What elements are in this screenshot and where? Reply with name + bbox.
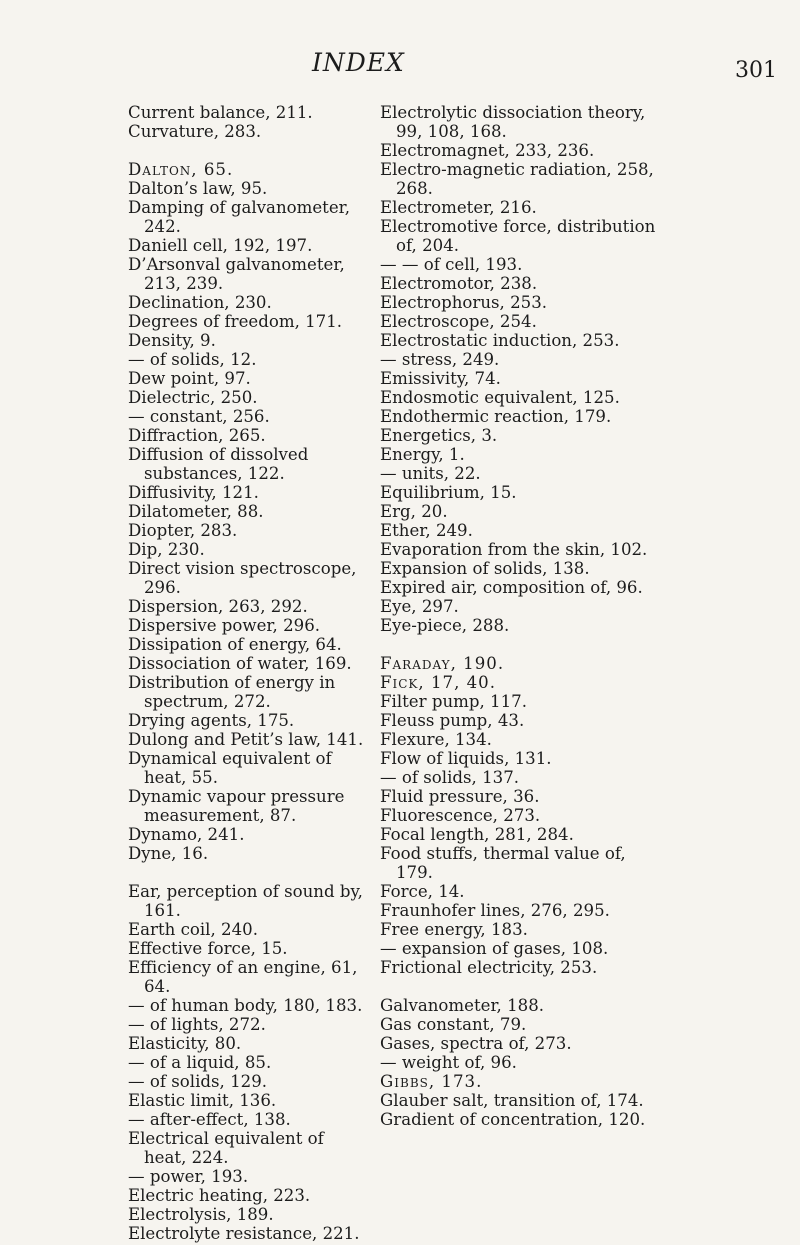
index-entry: Dynamo, 241. xyxy=(128,825,245,844)
index-entry: Eye-piece, 288. xyxy=(380,616,510,635)
index-entry: — power, 193. xyxy=(128,1167,249,1186)
index-entry: Fluid pressure, 36. xyxy=(380,787,540,806)
index-entry: — expansion of gases, 108. xyxy=(380,939,609,958)
index-column-left xyxy=(128,103,369,1243)
index-entry: Gas constant, 79. xyxy=(380,1015,527,1034)
index-entry: — units, 22. xyxy=(380,464,481,483)
index-entry: Degrees of freedom, 171. xyxy=(128,312,343,331)
page-number: 301 xyxy=(735,58,777,83)
index-entry: Endothermic reaction, 179. xyxy=(380,407,612,426)
index-entry: Gibbs, 173. xyxy=(380,1072,483,1091)
index-entry: Efficiency of an engine, 61, 64. xyxy=(128,958,363,996)
index-column-right xyxy=(380,103,660,1129)
index-entry: Food stuffs, thermal value of, 179. xyxy=(380,844,631,882)
index-entry: — of lights, 272. xyxy=(128,1015,266,1034)
index-entry: Dissipation of energy, 64. xyxy=(128,635,342,654)
index-entry: — of a liquid, 85. xyxy=(128,1053,272,1072)
index-entry: Ether, 249. xyxy=(380,521,473,540)
index-entry: Dielectric, 250. xyxy=(128,388,258,407)
index-entry: Distribution of energy in spectrum, 272. xyxy=(128,673,341,711)
index-entry: — of human body, 180, 183. xyxy=(128,996,363,1015)
index-entry: Ear, perception of sound by, 161. xyxy=(128,882,369,920)
index-entry: Curvature, 283. xyxy=(128,122,262,141)
index-entry: Direct vision spectroscope, 296. xyxy=(128,559,362,597)
index-entry: Fluorescence, 273. xyxy=(380,806,541,825)
index-entry: Electromagnet, 233, 236. xyxy=(380,141,595,160)
index-entry: Flexure, 134. xyxy=(380,730,492,749)
index-entry: Fick, 17, 40. xyxy=(380,673,497,692)
index-entry: Diffusion of dissolved substances, 122. xyxy=(128,445,314,483)
index-entry: Electrophorus, 253. xyxy=(380,293,548,312)
index-entry: Dynamical equivalent of heat, 55. xyxy=(128,749,337,787)
index-entry: Dip, 230. xyxy=(128,540,205,559)
index-entry: Dalton, 65. xyxy=(128,160,234,179)
index-entry: D’Arsonval galvanometer, 213, 239. xyxy=(128,255,351,293)
index-entry: Equilibrium, 15. xyxy=(380,483,517,502)
index-entry: Flow of liquids, 131. xyxy=(380,749,552,768)
index-entry: Force, 14. xyxy=(380,882,465,901)
index-entry: Earth coil, 240. xyxy=(128,920,258,939)
index-entry: Focal length, 281, 284. xyxy=(380,825,574,844)
index-entry: — — of cell, 193. xyxy=(380,255,523,274)
index-entry: Evaporation from the skin, 102. xyxy=(380,540,648,559)
running-title: INDEX xyxy=(312,48,405,77)
index-entry: Free energy, 183. xyxy=(380,920,528,939)
index-entry: Current balance, 211. xyxy=(128,103,313,122)
index-entry: — weight of, 96. xyxy=(380,1053,517,1072)
index-entry: Fraunhofer lines, 276, 295. xyxy=(380,901,610,920)
index-entry: Electrolytic dissociation theory, 99, 108, 168. xyxy=(380,103,651,141)
index-entry: Diffraction, 265. xyxy=(128,426,266,445)
index-entry: — of solids, 12. xyxy=(128,350,257,369)
index-entry: Daniell cell, 192, 197. xyxy=(128,236,313,255)
index-entry: Drying agents, 175. xyxy=(128,711,295,730)
index-entry: Electro-magnetic radiation, 258, 268. xyxy=(380,160,660,198)
index-entry: Electroscope, 254. xyxy=(380,312,537,331)
index-entry: Glauber salt, transition of, 174. xyxy=(380,1091,644,1110)
index-entry: Dilatometer, 88. xyxy=(128,502,264,521)
index-entry: Electrostatic induction, 253. xyxy=(380,331,620,350)
index-entry: Electric heating, 223. xyxy=(128,1186,311,1205)
index-entry: Declination, 230. xyxy=(128,293,272,312)
index-entry: Elastic limit, 136. xyxy=(128,1091,277,1110)
index-entry: Electrical equivalent of heat, 224. xyxy=(128,1129,330,1167)
index-entry: Dispersion, 263, 292. xyxy=(128,597,308,616)
page-header xyxy=(0,48,800,88)
index-entry: Damping of galvanometer, 242. xyxy=(128,198,356,236)
index-entry: Dew point, 97. xyxy=(128,369,251,388)
index-entry: Effective force, 15. xyxy=(128,939,288,958)
index-entry: Faraday, 190. xyxy=(380,654,505,673)
index-entry: — after-effect, 138. xyxy=(128,1110,291,1129)
index-entry: Fleuss pump, 43. xyxy=(380,711,525,730)
index-entry: Dynamic vapour pressure measurement, 87. xyxy=(128,787,350,825)
index-entry: Electromotor, 238. xyxy=(380,274,538,293)
index-entry: Endosmotic equivalent, 125. xyxy=(380,388,620,407)
index-entry: Dissociation of water, 169. xyxy=(128,654,352,673)
index-entry: Dalton’s law, 95. xyxy=(128,179,268,198)
index-entry: Electrolysis, 189. xyxy=(128,1205,274,1224)
index-entry: — constant, 256. xyxy=(128,407,270,426)
index-entry: Diffusivity, 121. xyxy=(128,483,259,502)
index-entry: Dyne, 16. xyxy=(128,844,209,863)
index-entry: Erg, 20. xyxy=(380,502,448,521)
index-entry: Electrolyte resistance, 221. xyxy=(128,1224,360,1243)
index-entry: Dispersive power, 296. xyxy=(128,616,321,635)
index-entry: — stress, 249. xyxy=(380,350,500,369)
index-entry: Gradient of concentration, 120. xyxy=(380,1110,646,1129)
index-entry: Energy, 1. xyxy=(380,445,465,464)
index-entry: Electromotive force, distribution of, 204. xyxy=(380,217,661,255)
index-entry: — of solids, 137. xyxy=(380,768,520,787)
index-entry: Electrometer, 216. xyxy=(380,198,537,217)
index-entry: — of solids, 129. xyxy=(128,1072,268,1091)
index-entry: Energetics, 3. xyxy=(380,426,498,445)
index-entry: Expansion of solids, 138. xyxy=(380,559,590,578)
index-entry: Frictional electricity, 253. xyxy=(380,958,598,977)
index-entry: Gases, spectra of, 273. xyxy=(380,1034,572,1053)
index-entry: Emissivity, 74. xyxy=(380,369,501,388)
index-entry: Diopter, 283. xyxy=(128,521,238,540)
index-entry: Density, 9. xyxy=(128,331,216,350)
index-entry: Galvanometer, 188. xyxy=(380,996,545,1015)
index-entry: Filter pump, 117. xyxy=(380,692,527,711)
index-entry: Eye, 297. xyxy=(380,597,459,616)
index-entry: Elasticity, 80. xyxy=(128,1034,242,1053)
index-entry: Dulong and Petit’s law, 141. xyxy=(128,730,364,749)
index-entry: Expired air, composition of, 96. xyxy=(380,578,643,597)
